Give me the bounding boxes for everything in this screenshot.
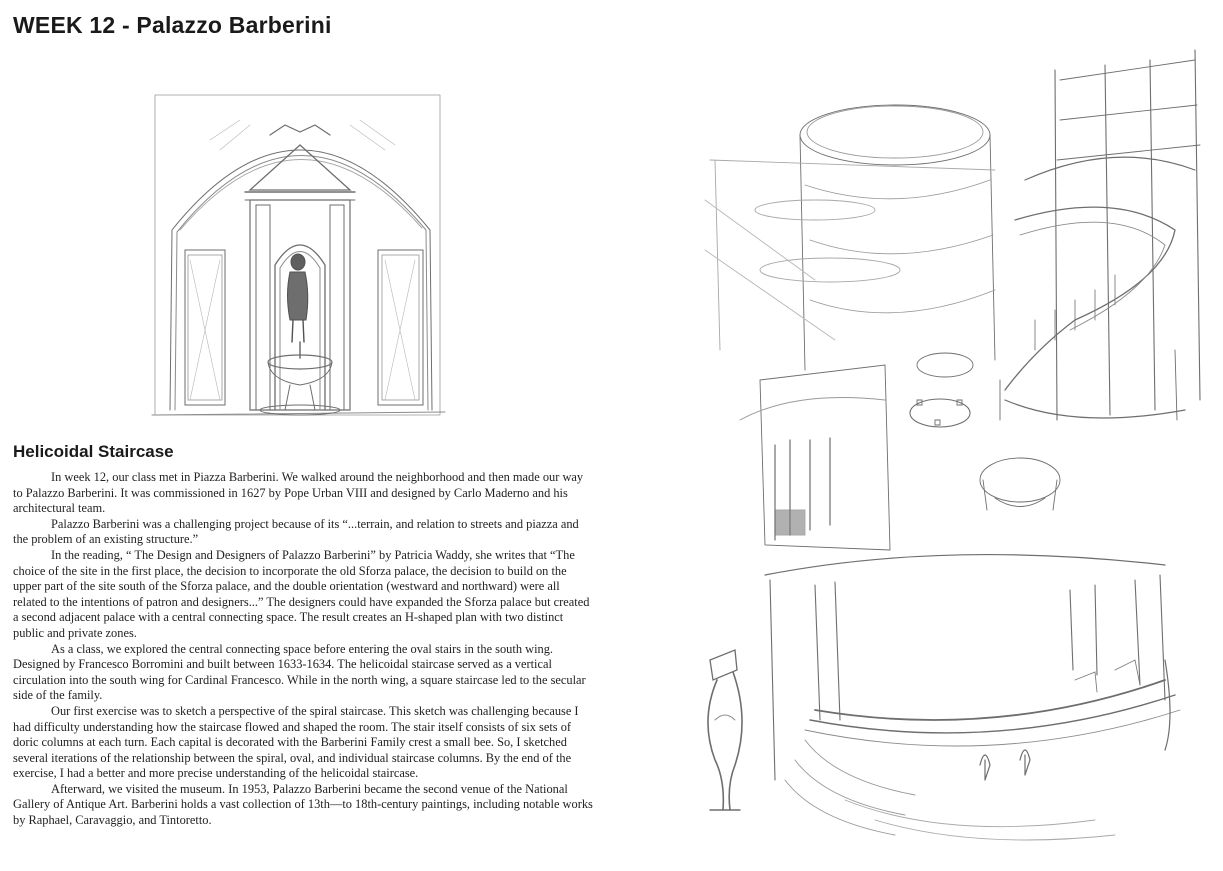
essay-body bbox=[13, 470, 593, 829]
chapel-niche-sketch bbox=[150, 80, 450, 430]
paragraph: Palazzo Barberini was a challenging project because of its “...terrain, and relation to streets and piazza and the problem of an existing structure.” bbox=[13, 516, 579, 547]
paragraph: In the reading, “ The Design and Designers of Palazzo Barberini” by Patricia Waddy, she writes that “The choice of the site in the first place, the decision to incorporate the old Sforza palace, the decision to build on the upper part of the site south of the Sforza palace, and the double orientation (westward and northward) were all related to the intentions of patron and designers...” The designers could have expanded the Sforza palace but created a second adjacent palace with a central connecting space. The result creates an H-shaped plan with two distinct public and private zones. bbox=[13, 547, 590, 640]
section-heading: Helicoidal Staircase bbox=[13, 442, 174, 461]
staircase-sketches bbox=[695, 20, 1220, 850]
paragraph: Afterward, we visited the museum. In 1953, Palazzo Barberini became the second venue of the National Gallery of Antique Art. Barberini holds a vast collection of 13th—to 18th-century paintings, including notable works by Raphael, Caravaggio, and Tintoretto. bbox=[13, 781, 593, 828]
paragraph: As a class, we explored the central connecting space before entering the oval stairs in the south wing. Designed by Francesco Borromini and built between 1633-1634. The helicoidal staircase served as a vertical circulation into the south wing for Cardinal Francesco. While in the north wing, a square staircase led to the secular side of the family. bbox=[13, 641, 586, 703]
paragraph: Our first exercise was to sketch a perspective of the spiral staircase. This sketch was challenging because I had difficulty understanding how the staircase flowed and shaped the room. The stair itself consists of six sets of doric columns at each turn. Each capital is decorated with the Barberini Family crest a small bee. So, I sketched several iterations of the relationship between the spiral, oval, and individual staircase columns. By the end of the exercise, I had a better and more precise understanding of the helicoidal staircase. bbox=[13, 703, 579, 781]
page-title: WEEK 12 - Palazzo Barberini bbox=[13, 12, 332, 38]
paragraph: In week 12, our class met in Piazza Barberini. We walked around the neighborhood and then made our way to Palazzo Barberini. It was commissioned in 1627 by Pope Urban VIII and designed by Carlo Maderno and his architectural team. bbox=[13, 470, 584, 516]
